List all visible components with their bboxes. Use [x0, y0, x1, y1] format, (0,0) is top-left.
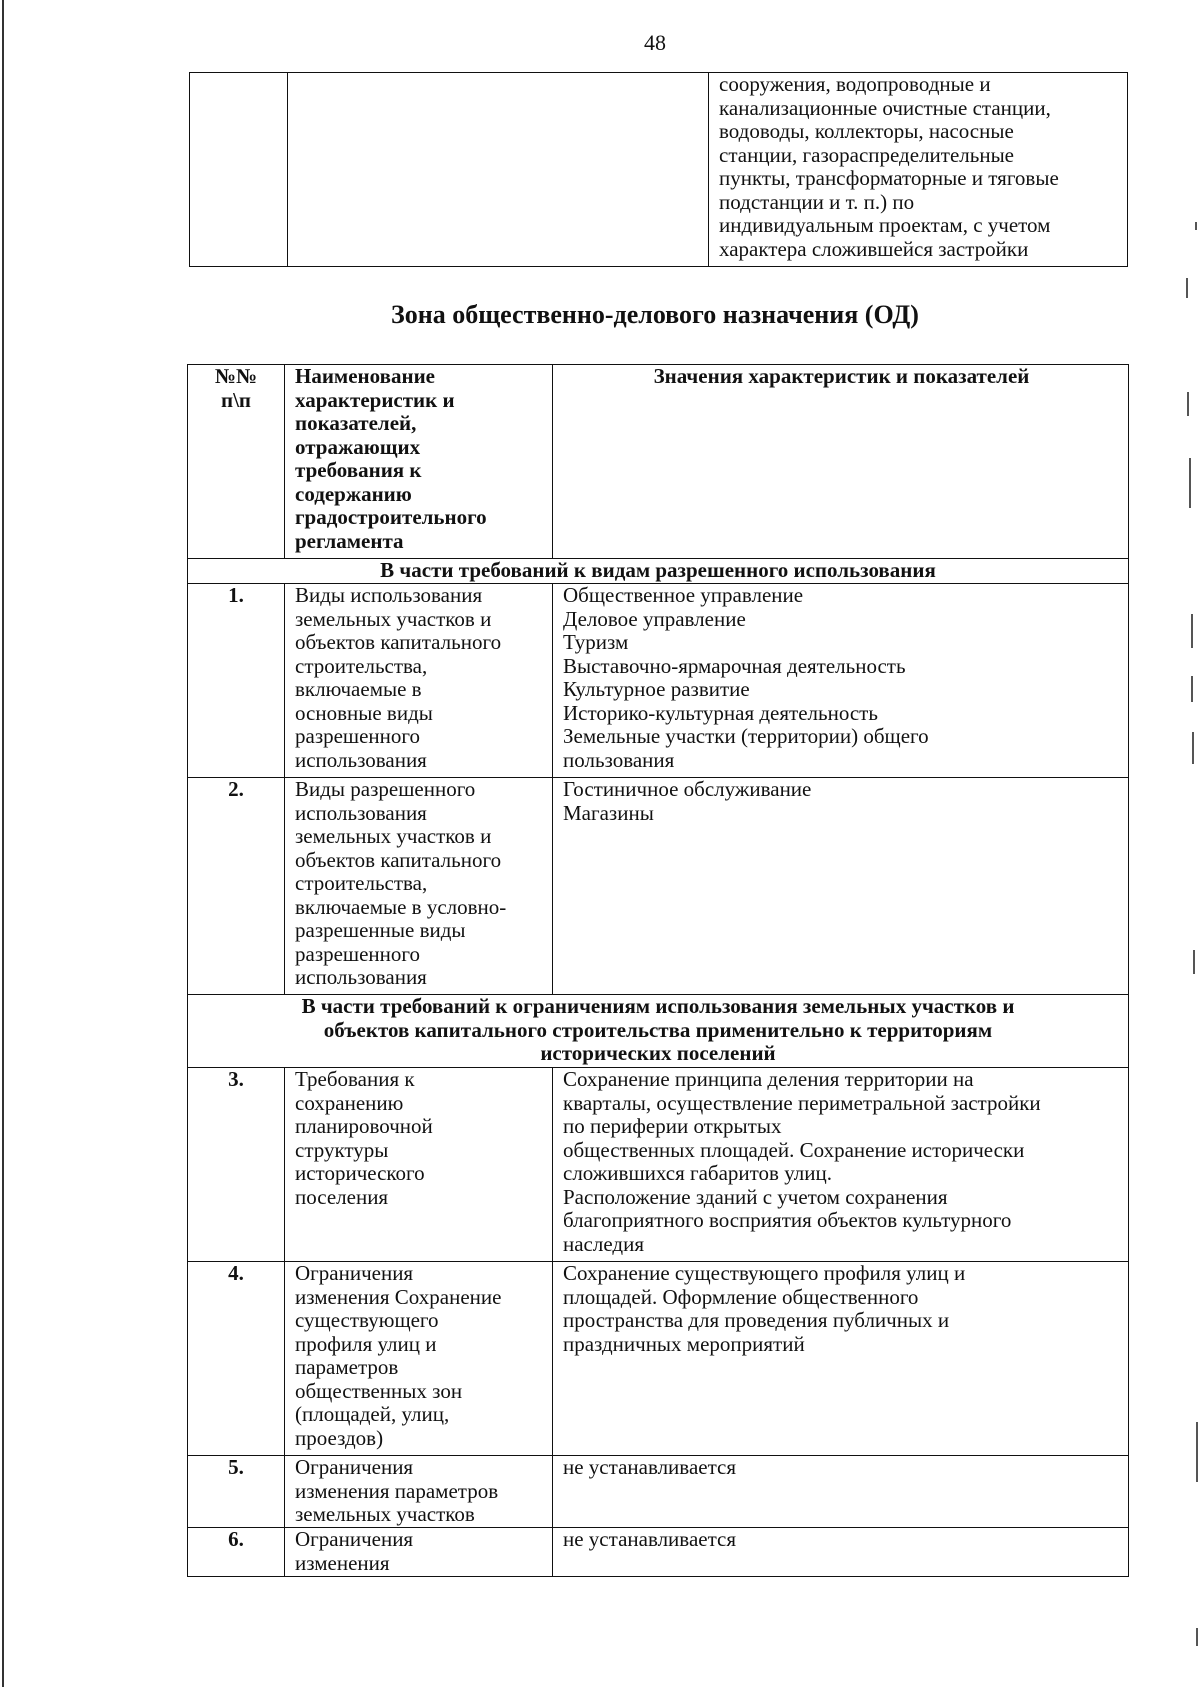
text-line: земельных участков и — [295, 824, 492, 848]
text-line: строительства, — [295, 653, 428, 678]
text-line: требования к — [295, 458, 422, 482]
text-line: разрешенные виды — [295, 918, 466, 942]
section-row — [188, 559, 1129, 584]
text-line: изменения — [295, 1550, 390, 1575]
text-line: показателей, — [295, 411, 417, 435]
text-line: Деловое управление — [563, 606, 746, 631]
text-line: характера сложившейся застройки — [719, 236, 1029, 261]
scan-mark — [1196, 1628, 1198, 1646]
text-line: использования — [295, 800, 427, 825]
header-row — [188, 365, 1129, 559]
text-line: структуры — [295, 1137, 389, 1162]
text-line: земельных участков и — [295, 606, 492, 631]
text-line: земельных участков — [295, 1502, 475, 1526]
header-number — [188, 365, 285, 559]
text-line: пункты, трансформаторные и тяговые — [719, 166, 1059, 190]
section-heading: В части требований к видам разрешенного использования — [188, 559, 1129, 584]
row-name — [285, 1262, 553, 1456]
scan-mark — [1186, 278, 1188, 298]
row-name — [285, 584, 553, 778]
text-line: площадей. Оформление общественного — [563, 1284, 919, 1309]
text-line: существующего — [295, 1308, 439, 1332]
text-line: пространства для проведения публичных и — [563, 1308, 950, 1332]
text-line: общественных зон — [295, 1378, 463, 1403]
text-line: Историко-культурная деятельность — [563, 700, 878, 725]
text-line: индивидуальным проектам, с учетом — [719, 213, 1051, 237]
text-line: сложившихся габаритов улиц. — [563, 1161, 833, 1185]
text-line: Требования к — [295, 1067, 415, 1091]
table-row — [188, 778, 1129, 995]
text-line: Общественное управление — [563, 583, 804, 607]
row-name — [285, 1528, 553, 1577]
table-row — [188, 1262, 1129, 1456]
text-line: регламента — [295, 528, 404, 553]
text-line: не устанавливается — [563, 1455, 736, 1479]
row-value — [553, 1068, 1129, 1262]
scan-mark — [1187, 392, 1189, 416]
text-line: изменения параметров — [295, 1478, 499, 1503]
table-row — [188, 1456, 1129, 1528]
text-line: пользования — [563, 747, 675, 772]
text-line: Виды использования — [295, 583, 483, 607]
text-line: (площадей, улиц, — [295, 1402, 450, 1426]
text-line: исторического — [295, 1161, 425, 1185]
text-line: по периферии открытых — [563, 1114, 782, 1138]
row-number: 4. — [188, 1262, 285, 1456]
scan-mark — [1192, 732, 1194, 764]
continuation-table — [189, 72, 1128, 267]
section-heading — [188, 995, 1129, 1068]
text-line: водоводы, коллекторы, насосные — [719, 119, 1014, 143]
header-number-line: №№ — [214, 364, 258, 388]
text-line: Магазины — [563, 800, 654, 825]
text-line: общественных площадей. Сохранение исторически — [563, 1137, 1025, 1162]
empty-cell — [190, 73, 288, 267]
text-line: сохранению — [295, 1090, 404, 1115]
text-line: объектов капитального — [295, 630, 502, 654]
text-line: содержанию — [295, 481, 412, 506]
text-line: объектов капитального строительства применительно к территориям — [323, 1017, 993, 1042]
scan-mark — [1196, 1422, 1198, 1482]
text-line: Ограничения — [295, 1261, 414, 1285]
text-line: проездов) — [295, 1425, 384, 1450]
text-line: Наименование — [295, 364, 435, 388]
row-value — [553, 1528, 1129, 1577]
text-line: исторических поселений — [540, 1041, 776, 1065]
text-line: Культурное развитие — [563, 677, 750, 701]
text-line: профиля улиц и — [295, 1331, 437, 1356]
text-line: кварталы, осуществление периметральной застройки — [563, 1090, 1041, 1115]
row-value — [553, 584, 1129, 778]
scan-mark — [1191, 614, 1193, 648]
row-number: 2. — [188, 778, 285, 995]
text-line: станции, газораспределительные — [719, 142, 1015, 167]
text-line: планировочной — [295, 1114, 433, 1138]
row-number: 5. — [188, 1456, 285, 1528]
text-line: разрешенного — [295, 941, 420, 966]
scan-mark — [1193, 950, 1195, 974]
text-line: Сохранение существующего профиля улиц и — [563, 1261, 966, 1285]
text-line: Расположение зданий с учетом сохранения — [563, 1184, 948, 1209]
text-line: включаемые в условно- — [295, 894, 507, 919]
text-line: праздничных мероприятий — [563, 1331, 805, 1356]
text-line: благоприятного восприятия объектов культурного — [563, 1208, 1012, 1232]
row-name — [285, 778, 553, 995]
text-line: В части требований к ограничениям использования земельных участков и — [301, 994, 1015, 1018]
table-row — [190, 73, 1128, 267]
text-line: изменения Сохранение — [295, 1284, 502, 1309]
table-row — [188, 1068, 1129, 1262]
text-line: не устанавливается — [563, 1527, 736, 1551]
text-line: использования — [295, 747, 427, 772]
zone-title: Зона общественно-делового назначения (ОД) — [391, 300, 919, 329]
row-value — [553, 1262, 1129, 1456]
scan-mark — [1191, 676, 1193, 702]
text-line: разрешенного — [295, 724, 420, 748]
table-row — [188, 584, 1129, 778]
text-line: Выставочно-ярмарочная деятельность — [563, 653, 906, 678]
row-name — [285, 1068, 553, 1262]
text-line: строительства, — [295, 871, 428, 895]
text-line: поселения — [295, 1184, 389, 1209]
text-line: включаемые в — [295, 677, 422, 701]
text-line: объектов капитального — [295, 847, 502, 872]
row-number: 3. — [188, 1068, 285, 1262]
text-line: канализационные очистные станции, — [719, 95, 1051, 120]
text-line: Сохранение принципа деления территории на — [563, 1067, 974, 1091]
text-line: использования — [295, 965, 427, 989]
regulation-table — [187, 364, 1129, 1577]
header-name — [285, 365, 553, 559]
page-number: 48 — [644, 30, 666, 55]
text-line: сооружения, водопроводные и — [719, 72, 991, 96]
continuation-text — [709, 73, 1128, 267]
row-number: 6. — [188, 1528, 285, 1577]
header-number-line: п\п — [220, 387, 252, 412]
row-name — [285, 1456, 553, 1528]
text-line: Виды разрешенного — [295, 777, 476, 801]
row-number: 1. — [188, 584, 285, 778]
row-value — [553, 778, 1129, 995]
section-row — [188, 995, 1129, 1068]
header-value: Значения характеристик и показателей — [553, 365, 1129, 559]
text-line: градостроительного — [295, 505, 487, 529]
text-line: параметров — [295, 1355, 399, 1379]
text-line: Ограничения — [295, 1455, 414, 1479]
text-line: основные виды — [295, 700, 433, 725]
row-value — [553, 1456, 1129, 1528]
scan-edge-left — [2, 0, 4, 1687]
text-line: Земельные участки (территории) общего — [563, 724, 929, 748]
text-line: характеристик и — [295, 387, 455, 412]
scan-mark — [1195, 222, 1197, 230]
text-line: подстанции и т. п.) по — [719, 189, 915, 214]
table-row — [188, 1528, 1129, 1577]
text-line: отражающих — [295, 434, 421, 459]
text-line: наследия — [563, 1231, 644, 1256]
empty-cell — [288, 73, 709, 267]
text-line: Ограничения — [295, 1527, 414, 1551]
text-line: Туризм — [563, 630, 629, 654]
text-line: Гостиничное обслуживание — [563, 777, 812, 801]
scan-mark — [1189, 458, 1191, 508]
